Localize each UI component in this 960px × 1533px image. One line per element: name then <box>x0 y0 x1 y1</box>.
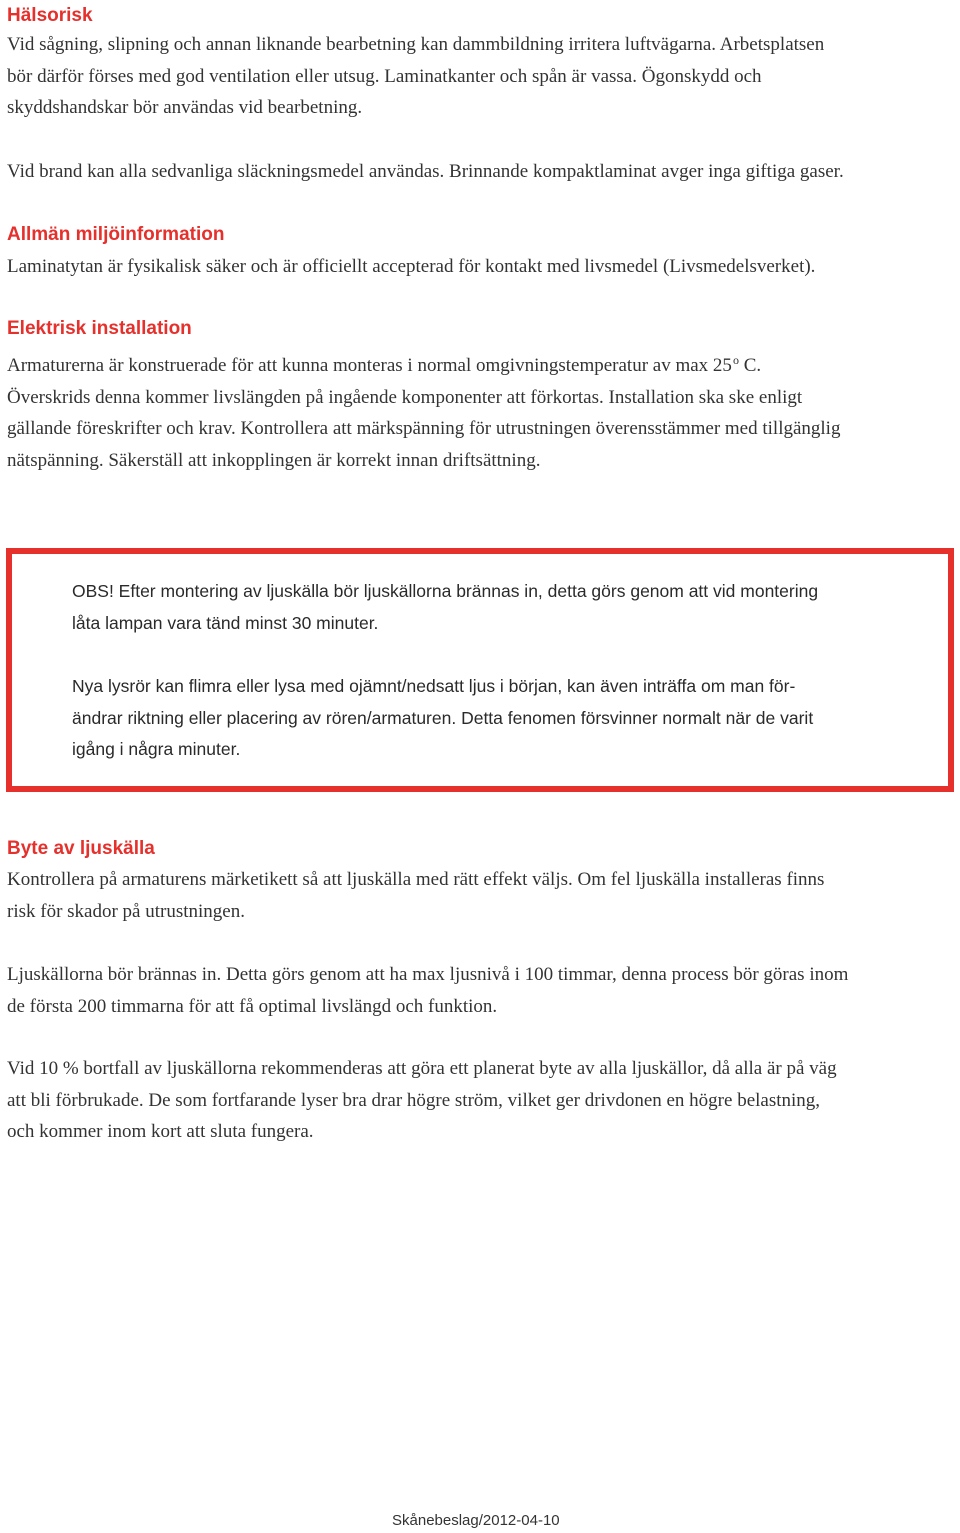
notice-paragraph-flicker <box>72 671 813 766</box>
text-line: Vid 10 % bortfall av ljuskällorna rekommenderas att göra ett planerat byte av alla ljuskällor, då alla är på väg <box>7 1058 837 1079</box>
heading-halsorisk: Hälsorisk <box>7 5 93 26</box>
text-line: risk för skador på utrustningen. <box>7 900 245 922</box>
heading-elektrisk-installation: Elektrisk installation <box>7 318 192 339</box>
text-fragment: C. <box>738 355 762 376</box>
paragraph-miljoinformation <box>7 251 957 283</box>
paragraph-byte-replacement <box>7 1053 957 1148</box>
text-line: bör därför förses med god ventilation eller utsug. Laminatkanter och spån är vassa. Ögonskydd och <box>7 65 762 87</box>
text-line: att bli förbrukade. De som fortfarande lyser bra drar högre ström, vilket ger drivdonen en högre belastning, <box>7 1089 821 1111</box>
text-line: gällande föreskrifter och krav. Kontrollera att märkspänning för utrustningen överensstämmer med tillgänglig <box>7 418 841 439</box>
text-line: Laminatytan är fysikalisk säker och är officiellt accepterad för kontakt med livsmedel (Livsmedelsverket). <box>7 256 816 277</box>
heading-miljoinformation: Allmän miljöinformation <box>7 224 225 245</box>
text-line: Vid sågning, slipning och annan liknande bearbetning kan dammbildning irritera luftvägarna. Arbetsplatsen <box>7 34 825 55</box>
heading-byte-av-ljuskalla: Byte av ljuskälla <box>7 838 155 859</box>
text-line: Kontrollera på armaturens märketikett så att ljuskälla med rätt effekt väljs. Om fel ljuskälla installeras finns <box>7 869 825 890</box>
text-fragment: Armaturerna är konstruerade för att kunna monteras i normal omgivningstemperatur av max 25 <box>7 355 732 376</box>
text-line: låta lampan vara tänd minst 30 minuter. <box>72 612 379 633</box>
paragraph-elektrisk-installation <box>7 345 957 476</box>
paragraph-byte-burn-in <box>7 959 957 1022</box>
notice-paragraph-burn-in <box>72 576 818 639</box>
text-line: nätspänning. Säkerställ att inkopplingen är korrekt innan driftsättning. <box>7 449 541 471</box>
text-line: Vid brand kan alla sedvanliga släckningsmedel användas. Brinnande kompaktlaminat avger inga giftiga gaser. <box>7 161 844 182</box>
paragraph-halsorisk-fire <box>7 156 957 188</box>
text-line: Nya lysrör kan flimra eller lysa med ojämnt/nedsatt ljus i början, kan även inträffa om man för- <box>72 676 796 696</box>
text-line: Överskrids denna kommer livslängden på ingående komponenter att förkortas. Installation ska ske enligt <box>7 386 803 408</box>
footer-document-reference: Skånebeslag/2012-04-10 <box>392 1512 560 1529</box>
superscript-degree: o <box>732 353 739 367</box>
text-line: de första 200 timmarna för att få optimal livslängd och funktion. <box>7 995 498 1017</box>
paragraph-halsorisk-dust <box>7 29 957 124</box>
text-line: skyddshandskar bör användas vid bearbetning. <box>7 97 363 118</box>
text-line: OBS! Efter montering av ljuskälla bör ljuskällorna brännas in, detta görs genom att vid montering <box>72 581 819 601</box>
text-line: ändrar riktning eller placering av rören/armaturen. Detta fenomen försvinner normalt när de varit <box>72 707 814 728</box>
paragraph-byte-check-label <box>7 864 957 927</box>
text-line: Ljuskällorna bör brännas in. Detta görs genom att ha max ljusnivå i 100 timmar, denna process bör göras inom <box>7 964 849 985</box>
text-line: igång i några minuter. <box>72 739 241 759</box>
text-line: och kommer inom kort att sluta fungera. <box>7 1121 314 1142</box>
text-line <box>7 345 957 382</box>
